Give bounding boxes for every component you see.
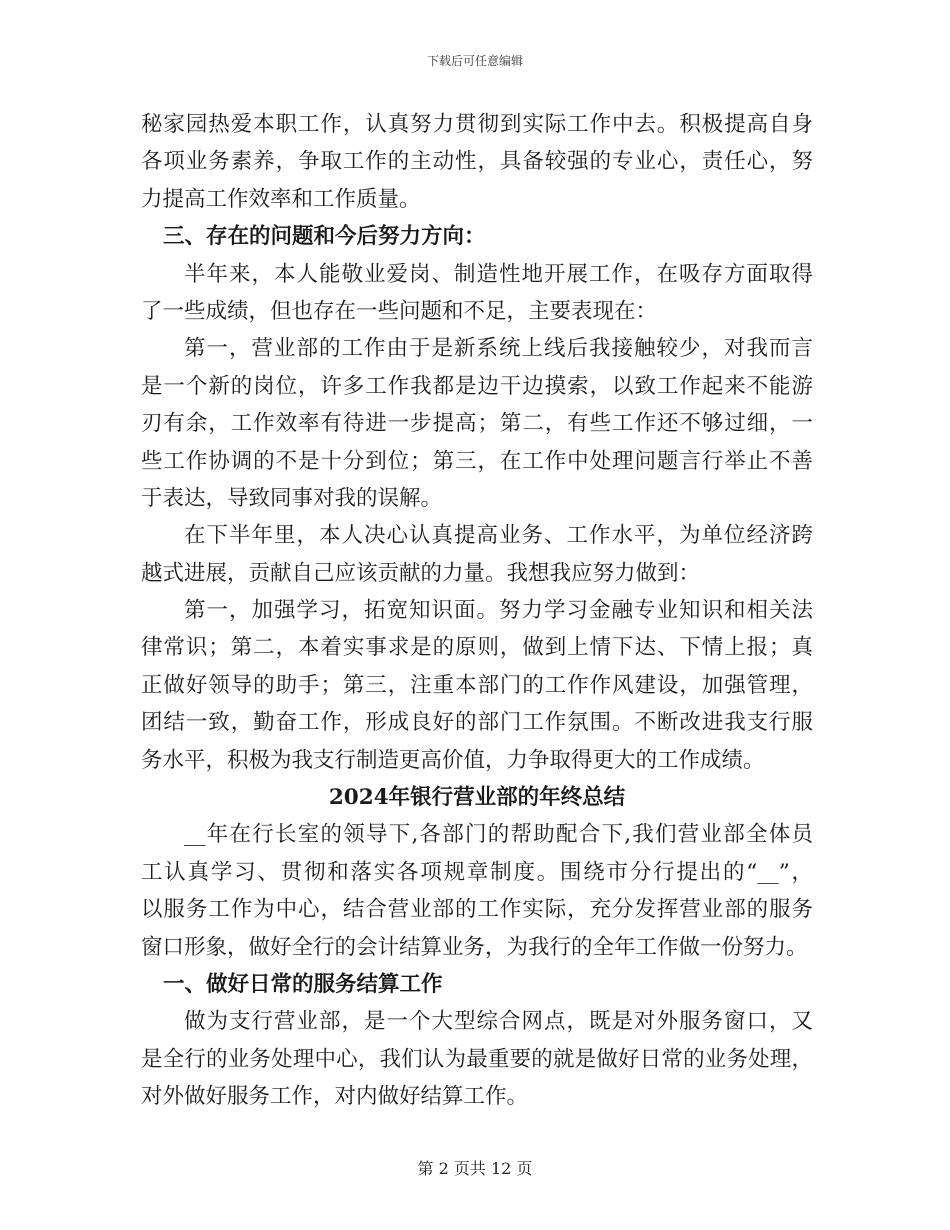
body-line: 半年来，本人能敬业爱岗、制造性地开展工作，在吸存方面取得 [184,261,813,287]
section-heading: 一、做好日常的服务结算工作 [163,971,443,997]
body-line: 是全行的业务处理中心，我们认为最重要的就是做好日常的业务处理， [141,1046,813,1072]
section-heading: 三、存在的问题和今后努力方向： [163,224,486,250]
body-line: 团结一致，勤奋工作，形成良好的部门工作氛围。不断改进我支行服 [141,710,813,736]
body-line: 秘家园热爱本职工作，认真努力贯彻到实际工作中去。积极提高自身 [141,112,813,137]
body-line: 以服务工作为中心，结合营业部的工作实际，充分发挥营业部的服务 [141,897,813,923]
body-line: 是一个新的岗位，许多工作我都是边干边摸索，以致工作起来不能游 [141,373,813,399]
body-line: 第一，加强学习，拓宽知识面。努力学习金融专业知识和相关法 [184,598,813,624]
body-line: 在下半年里，本人决心认真提高业务、工作水平，为单位经济跨 [184,523,813,549]
page-number: 第 2 页共 12 页 [417,1159,533,1178]
body-line: 正做好领导的助手；第三，注重本部门的工作作风建设，加强管理， [141,672,813,698]
body-line: 第一，营业部的工作由于是新系统上线后我接触较少，对我而言 [184,336,813,362]
body-line: 对外做好服务工作，对内做好结算工作。 [141,1084,529,1110]
body-line: 越式进展，贡献自己应该贡献的力量。我想我应努力做到： [141,560,701,586]
body-line: 刃有余，工作效率有待进一步提高；第二，有些工作还不够过细，一 [141,411,813,437]
body-line: 于表达，导致同事对我的误解。 [141,485,443,511]
body-line: __年在行长室的领导下,各部门的帮助配合下,我们营业部全体员 [184,822,813,848]
body-line: 力提高工作效率和工作质量。 [141,186,421,212]
body-line: 各项业务素养，争取工作的主动性，具备较强的专业心，责任心，努 [141,149,813,175]
body-line: 务水平，积极为我支行制造更高价值，力争取得更大的工作成绩。 [141,747,765,773]
page-header: 下载后可任意编辑 [426,54,523,68]
body-line: 律常识；第二，本着实事求是的原则，做到上情下达、下情上报；真 [141,635,813,661]
body-line: 了一些成绩，但也存在一些问题和不足，主要表现在： [141,298,658,324]
document-body [141,106,813,1116]
document-title: 2024年银行营业部的年终总结 [328,785,626,811]
body-line: 工认真学习、贯彻和落实各项规章制度。围绕市分行提出的“__”， [141,859,813,885]
body-line: 做为支行营业部，是一个大型综合网点，既是对外服务窗口，又 [184,1009,813,1035]
body-line: 窗口形象，做好全行的会计结算业务，为我行的全年工作做一份努力。 [141,934,808,960]
body-line: 些工作协调的不是十分到位；第三，在工作中处理问题言行举止不善 [141,448,813,474]
